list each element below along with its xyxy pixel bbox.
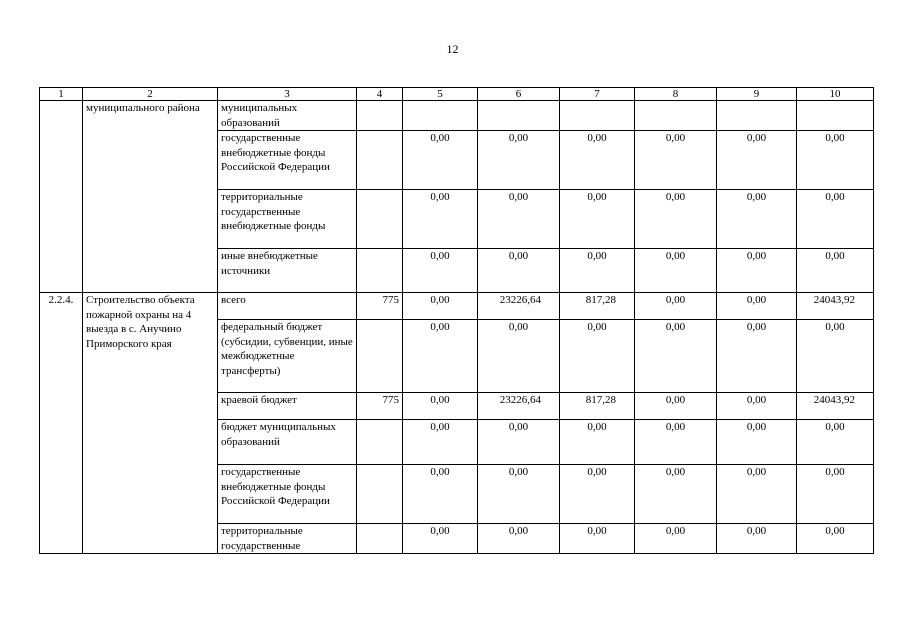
value-cell: 0,00 <box>635 393 717 420</box>
value-cell: 0,00 <box>717 465 797 524</box>
code-cell <box>357 249 403 293</box>
funding-source-cell: территориальные государственные внебюджетные фонды <box>218 190 357 249</box>
value-cell: 0,00 <box>560 320 635 393</box>
value-cell: 0,00 <box>797 249 874 293</box>
value-cell <box>717 101 797 131</box>
code-cell <box>357 320 403 393</box>
value-cell <box>478 101 560 131</box>
header-cell: 10 <box>797 88 874 101</box>
program-name-cell: муниципального района <box>83 101 218 293</box>
funding-source-cell: федеральный бюджет (субсидии, субвенции, иные межбюджетные трансферты) <box>218 320 357 393</box>
value-cell: 0,00 <box>717 420 797 465</box>
budget-table <box>39 87 874 554</box>
value-cell: 0,00 <box>717 320 797 393</box>
value-cell: 0,00 <box>560 131 635 190</box>
value-cell <box>797 101 874 131</box>
value-cell: 0,00 <box>635 420 717 465</box>
value-cell: 24043,92 <box>797 293 874 320</box>
value-cell: 0,00 <box>403 293 478 320</box>
value-cell <box>560 101 635 131</box>
funding-source-cell: государственные внебюджетные фонды Российской Федерации <box>218 131 357 190</box>
header-cell: 1 <box>40 88 83 101</box>
item-number-cell: 2.2.4. <box>40 293 83 554</box>
value-cell: 0,00 <box>560 249 635 293</box>
item-number-cell <box>40 101 83 293</box>
value-cell: 24043,92 <box>797 393 874 420</box>
code-cell <box>357 190 403 249</box>
funding-source-cell: территориальные государственные <box>218 524 357 554</box>
value-cell: 0,00 <box>403 320 478 393</box>
header-cell: 8 <box>635 88 717 101</box>
value-cell: 0,00 <box>560 190 635 249</box>
header-cell: 7 <box>560 88 635 101</box>
value-cell: 0,00 <box>403 190 478 249</box>
code-cell <box>357 131 403 190</box>
page-number: 12 <box>446 42 459 56</box>
value-cell: 0,00 <box>717 249 797 293</box>
value-cell: 0,00 <box>403 249 478 293</box>
value-cell: 0,00 <box>403 465 478 524</box>
value-cell: 0,00 <box>635 131 717 190</box>
value-cell: 0,00 <box>797 465 874 524</box>
value-cell: 0,00 <box>478 524 560 554</box>
value-cell: 0,00 <box>478 420 560 465</box>
value-cell: 0,00 <box>797 190 874 249</box>
value-cell: 0,00 <box>717 524 797 554</box>
value-cell: 0,00 <box>403 420 478 465</box>
header-cell: 2 <box>83 88 218 101</box>
value-cell: 23226,64 <box>478 293 560 320</box>
value-cell: 817,28 <box>560 293 635 320</box>
value-cell: 0,00 <box>635 293 717 320</box>
value-cell: 0,00 <box>403 131 478 190</box>
value-cell: 0,00 <box>797 420 874 465</box>
header-cell: 3 <box>218 88 357 101</box>
table-row <box>40 293 874 320</box>
code-cell: 775 <box>357 293 403 320</box>
value-cell: 0,00 <box>717 393 797 420</box>
code-cell <box>357 420 403 465</box>
code-cell <box>357 465 403 524</box>
value-cell: 0,00 <box>635 320 717 393</box>
value-cell: 0,00 <box>797 524 874 554</box>
value-cell: 0,00 <box>635 465 717 524</box>
table-row <box>40 101 874 131</box>
value-cell: 0,00 <box>560 465 635 524</box>
code-cell <box>357 101 403 131</box>
header-cell: 5 <box>403 88 478 101</box>
funding-source-cell: всего <box>218 293 357 320</box>
value-cell: 0,00 <box>635 524 717 554</box>
value-cell: 0,00 <box>797 320 874 393</box>
value-cell: 23226,64 <box>478 393 560 420</box>
funding-source-cell: муниципальных образований <box>218 101 357 131</box>
value-cell: 0,00 <box>635 190 717 249</box>
value-cell: 0,00 <box>560 420 635 465</box>
item-name-cell: Строительство объекта пожарной охраны на 4 выезда в с. Анучино Приморского края <box>83 293 218 554</box>
code-cell: 775 <box>357 393 403 420</box>
value-cell: 0,00 <box>717 131 797 190</box>
value-cell: 0,00 <box>635 249 717 293</box>
code-cell <box>357 524 403 554</box>
header-cell: 4 <box>357 88 403 101</box>
value-cell <box>635 101 717 131</box>
value-cell: 0,00 <box>478 131 560 190</box>
header-row <box>40 88 874 101</box>
value-cell: 0,00 <box>478 249 560 293</box>
value-cell: 0,00 <box>717 293 797 320</box>
funding-source-cell: иные внебюджетные источники <box>218 249 357 293</box>
funding-source-cell: бюджет муниципальных образований <box>218 420 357 465</box>
value-cell: 0,00 <box>478 190 560 249</box>
header-cell: 9 <box>717 88 797 101</box>
value-cell: 0,00 <box>403 524 478 554</box>
header-cell: 6 <box>478 88 560 101</box>
value-cell: 0,00 <box>478 465 560 524</box>
value-cell: 0,00 <box>403 393 478 420</box>
value-cell: 0,00 <box>560 524 635 554</box>
funding-source-cell: государственные внебюджетные фонды Российской Федерации <box>218 465 357 524</box>
funding-source-cell: краевой бюджет <box>218 393 357 420</box>
value-cell: 817,28 <box>560 393 635 420</box>
value-cell: 0,00 <box>717 190 797 249</box>
value-cell <box>403 101 478 131</box>
value-cell: 0,00 <box>478 320 560 393</box>
value-cell: 0,00 <box>797 131 874 190</box>
